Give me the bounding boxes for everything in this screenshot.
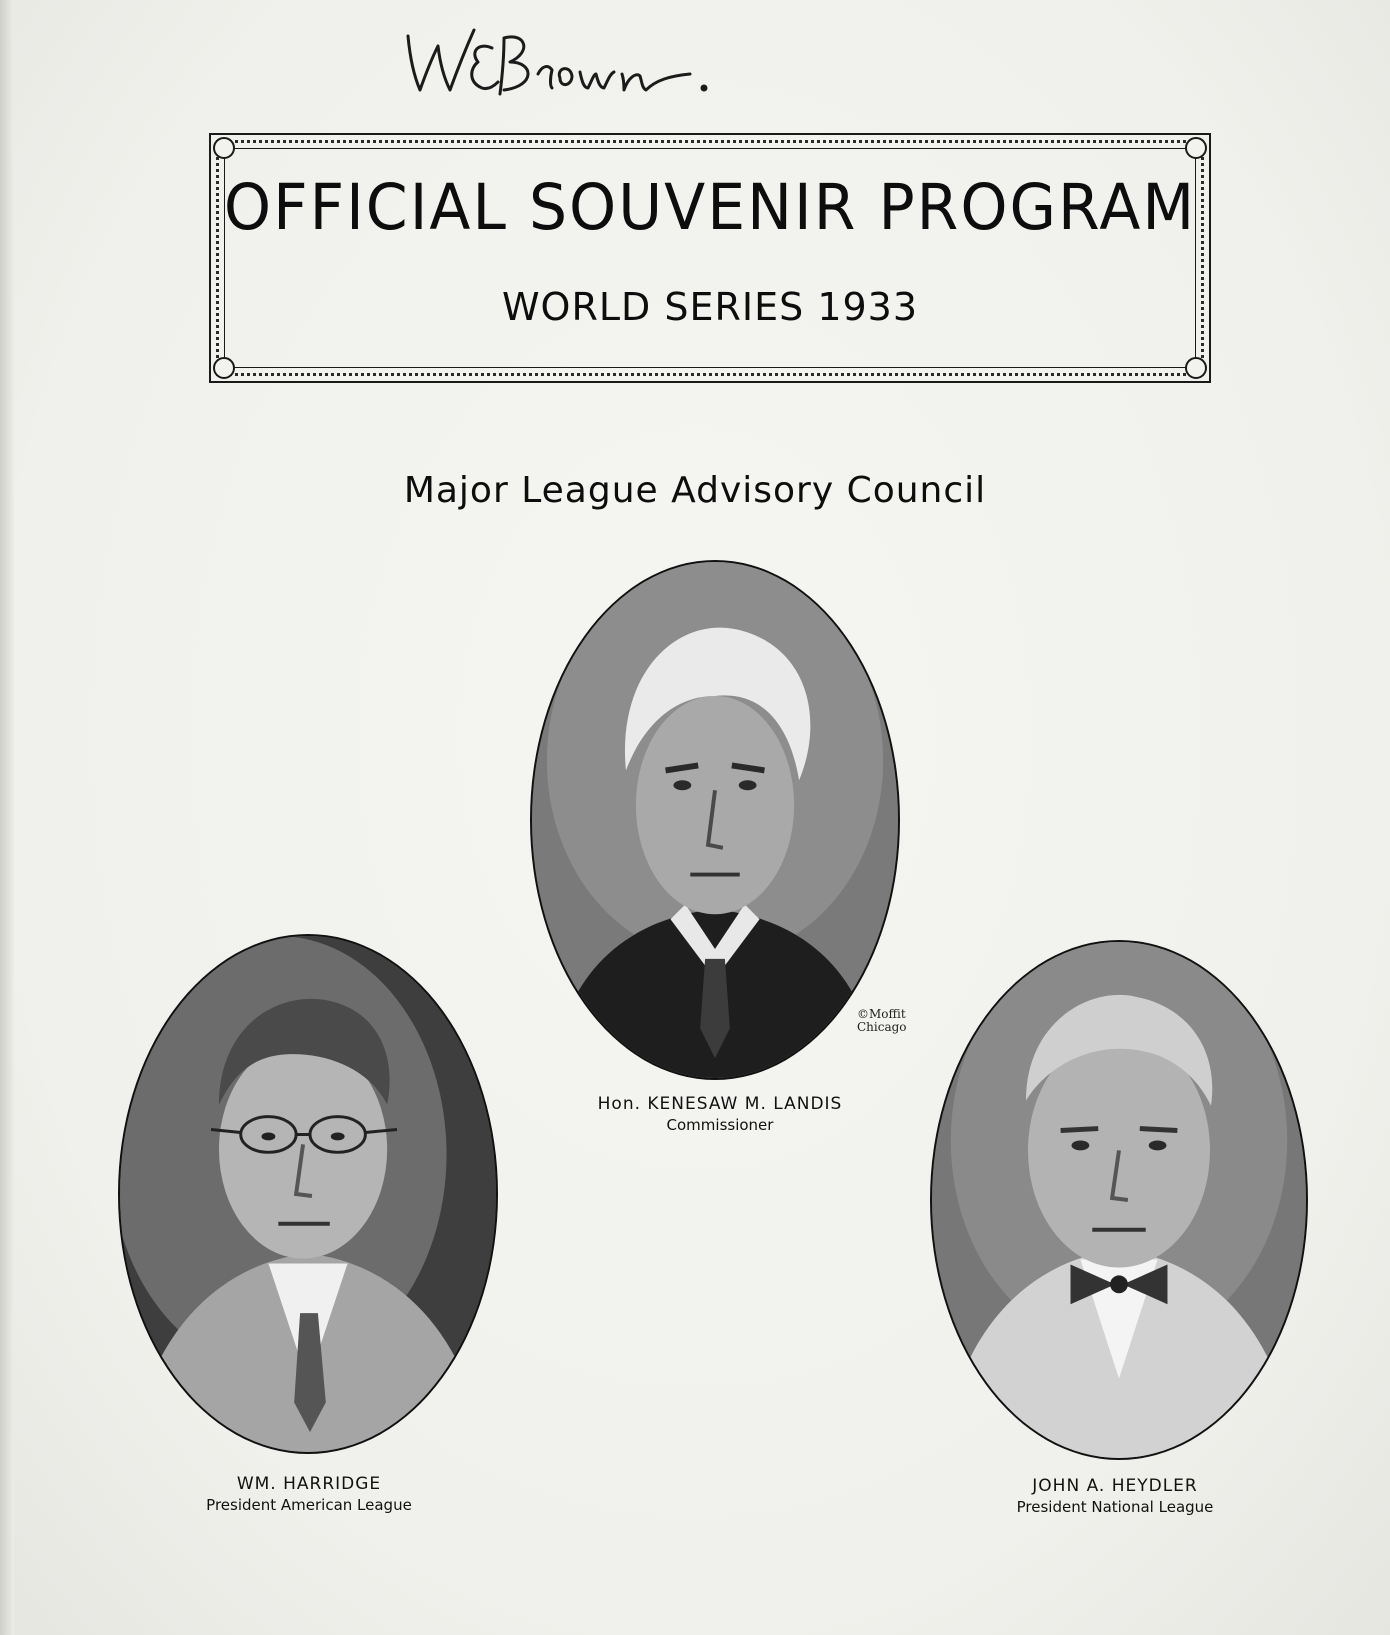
member-role: Commissioner bbox=[666, 1116, 774, 1134]
frame-corner-ornament bbox=[1185, 357, 1207, 379]
portrait-heydler bbox=[930, 940, 1308, 1460]
page-spine-shadow bbox=[0, 0, 14, 1635]
photo-credit bbox=[857, 1008, 927, 1034]
caption-harridge bbox=[154, 1473, 464, 1515]
frame-corner-ornament bbox=[1185, 137, 1207, 159]
caption-landis bbox=[540, 1093, 900, 1135]
member-role: President National League bbox=[1016, 1498, 1214, 1516]
handwritten-signature bbox=[400, 18, 720, 108]
program-subtitle: WORLD SERIES 1933 bbox=[501, 285, 919, 329]
portrait-landis bbox=[530, 560, 900, 1080]
program-title: OFFICIAL SOUVENIR PROGRAM bbox=[223, 171, 1197, 245]
member-name: Hon. KENESAW M. LANDIS bbox=[597, 1094, 843, 1114]
member-name: WM. HARRIDGE bbox=[236, 1474, 382, 1494]
photo-credit-line: ©Moffit bbox=[857, 1007, 906, 1021]
frame-corner-ornament bbox=[213, 137, 235, 159]
member-name: JOHN A. HEYDLER bbox=[1032, 1476, 1198, 1496]
title-ornamental-frame bbox=[209, 133, 1211, 383]
portrait-harridge bbox=[118, 934, 498, 1454]
council-heading: Major League Advisory Council bbox=[403, 470, 987, 511]
caption-heydler bbox=[960, 1475, 1270, 1517]
member-role: President American League bbox=[206, 1496, 412, 1514]
photo-credit-line: Chicago bbox=[857, 1020, 907, 1034]
frame-corner-ornament bbox=[213, 357, 235, 379]
